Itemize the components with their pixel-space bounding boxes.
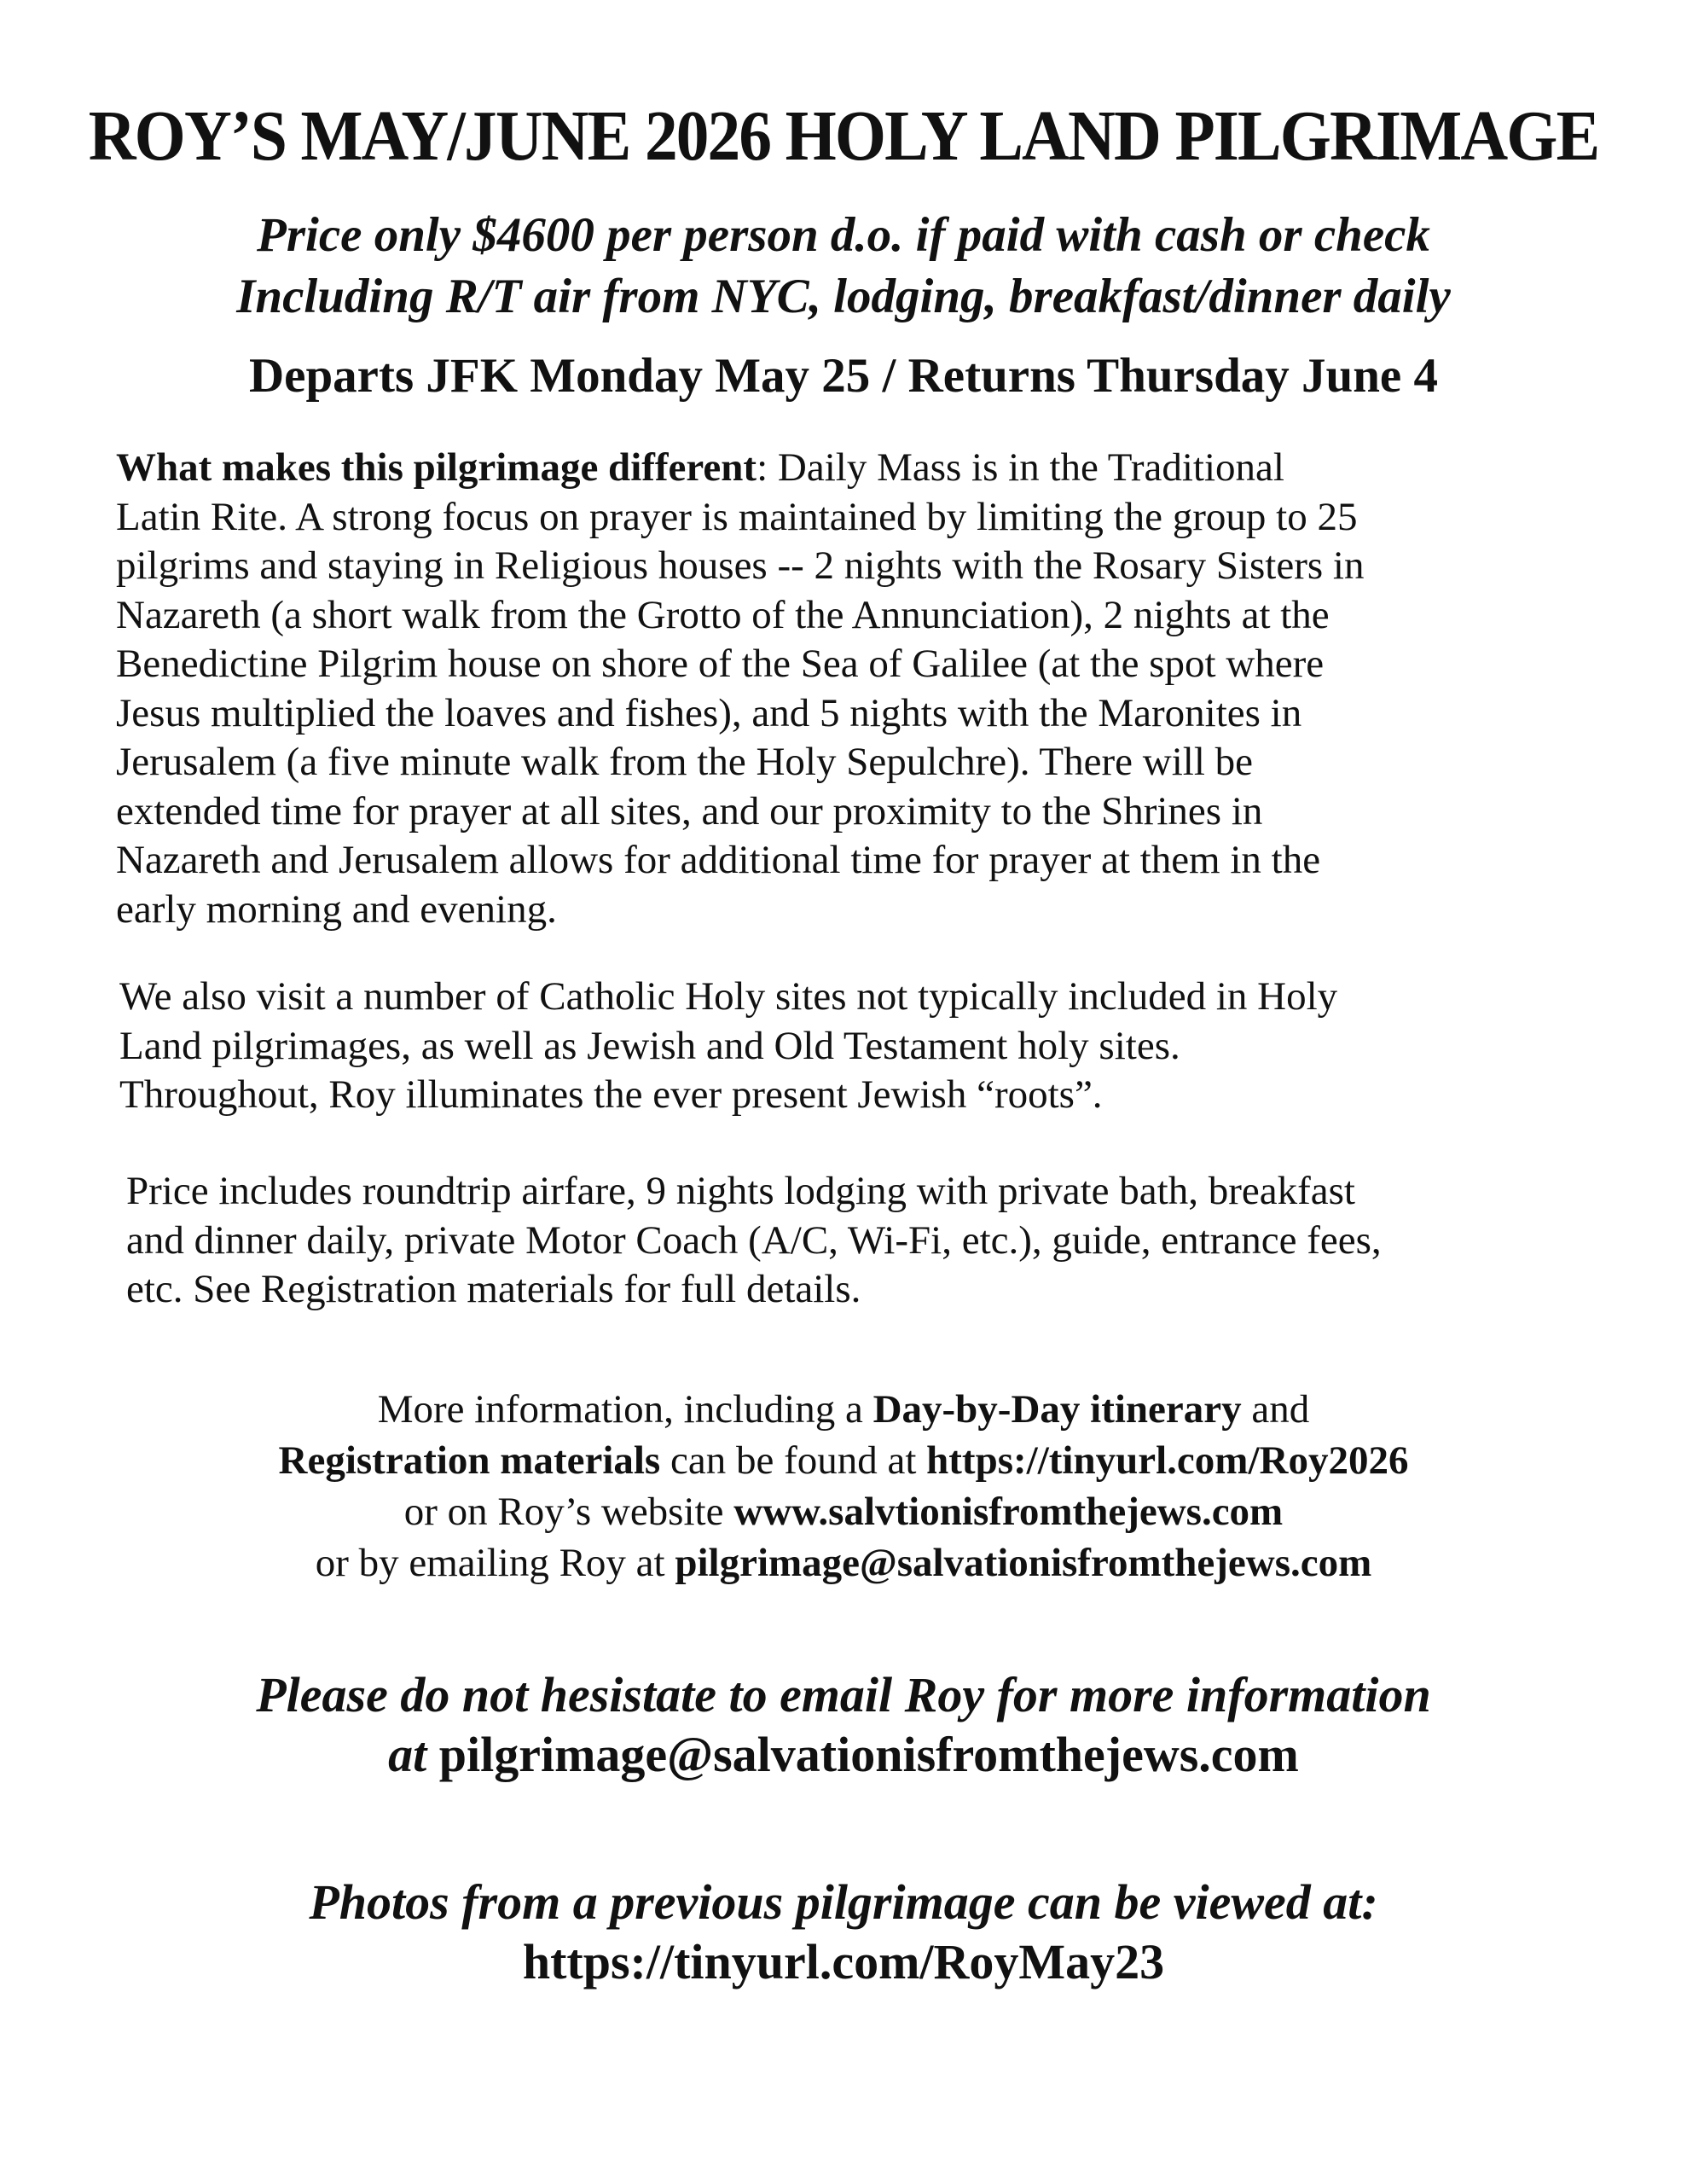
- description-line: Jesus multiplied the loaves and fishes), and 5 nights with the Maronites in: [116, 690, 1302, 735]
- description-line: Latin Rite. A strong focus on prayer is maintained by limiting the group to 25: [116, 494, 1358, 539]
- description-line: Nazareth (a short walk from the Grotto of the Annunciation), 2 nights at the: [116, 592, 1330, 637]
- includes-line: Including R/T air from NYC, lodging, breakfast/dinner daily: [236, 270, 1451, 323]
- website-link[interactable]: www.salvtionisfromthejews.com: [733, 1490, 1284, 1534]
- pilgrimage-description: [116, 444, 1583, 934]
- photos-line: Photos from a previous pilgrimage can be viewed at:: [309, 1874, 1378, 1930]
- sites-line: Land pilgrimages, as well as Jewish and Old Testament holy sites.: [119, 1023, 1180, 1068]
- holy-sites-paragraph: [119, 973, 1586, 1120]
- travel-dates: Departs JFK Monday May 25 / Returns Thursday June 4: [249, 349, 1438, 403]
- info-line-1: More information, including a Day-by-Day itinerary and: [377, 1387, 1310, 1432]
- price-line: Price only $4600 per person d.o. if paid with cash or check: [257, 208, 1430, 262]
- more-info-block: [0, 1384, 1687, 1589]
- page-title: ROY’S MAY/JUNE 2026 HOLY LAND PILGRIMAGE: [88, 96, 1599, 176]
- info-line-4: or by emailing Roy at pilgrimage@salvationisfromthejews.com: [315, 1541, 1372, 1585]
- price-includes-paragraph: [126, 1167, 1610, 1315]
- description-line: Benedictine Pilgrim house on shore of the Sea of Galilee (at the spot where: [116, 642, 1325, 686]
- price-subtitle: [0, 205, 1687, 328]
- contact-line: Please do not hesistate to email Roy for more information: [256, 1667, 1431, 1722]
- includes-detail-line: etc. See Registration materials for full details.: [126, 1267, 861, 1311]
- includes-detail-line: Price includes roundtrip airfare, 9 nights lodging with private bath, breakfast: [126, 1169, 1355, 1213]
- sites-line: Throughout, Roy illuminates the ever present Jewish “roots”.: [119, 1072, 1103, 1117]
- contact-callout: [0, 1665, 1687, 1785]
- registration-text: Registration materials: [278, 1438, 661, 1483]
- description-line: early morning and evening.: [116, 886, 557, 932]
- description-line: pilgrims and staying in Religious houses -- 2 nights with the Rosary Sisters in: [116, 543, 1365, 588]
- sites-line: We also visit a number of Catholic Holy sites not typically included in Holy: [119, 974, 1338, 1019]
- info-line-2: Registration materials can be found at https://tinyurl.com/Roy2026: [278, 1438, 1409, 1483]
- contact-email-link[interactable]: pilgrimage@salvationisfromthejews.com: [438, 1727, 1299, 1782]
- description-lead: What makes this pilgrimage different: [116, 445, 757, 490]
- description-line: Jerusalem (a five minute walk from the Holy Sepulchre). There will be: [116, 740, 1253, 784]
- description-line: Nazareth and Jerusalem allows for additional time for prayer at them in the: [116, 838, 1321, 882]
- photos-callout: [0, 1873, 1687, 1992]
- description-line: extended time for prayer at all sites, and our proximity to the Shrines in: [116, 788, 1263, 834]
- itinerary-text: Day-by-Day itinerary: [872, 1387, 1242, 1432]
- contact-email-line: at pilgrimage@salvationisfromthejews.com: [388, 1727, 1299, 1782]
- includes-detail-line: and dinner daily, private Motor Coach (A/C, Wi-Fi, etc.), guide, entrance fees,: [126, 1217, 1382, 1263]
- info-line-3: or on Roy’s website www.salvtionisfromthejews.com: [403, 1490, 1284, 1534]
- description-line: What makes this pilgrimage different: Daily Mass is in the Traditional: [116, 445, 1284, 490]
- photos-link[interactable]: https://tinyurl.com/RoyMay23: [522, 1934, 1165, 1989]
- email-link[interactable]: pilgrimage@salvationisfromthejews.com: [675, 1541, 1372, 1585]
- registration-link[interactable]: https://tinyurl.com/Roy2026: [926, 1438, 1409, 1483]
